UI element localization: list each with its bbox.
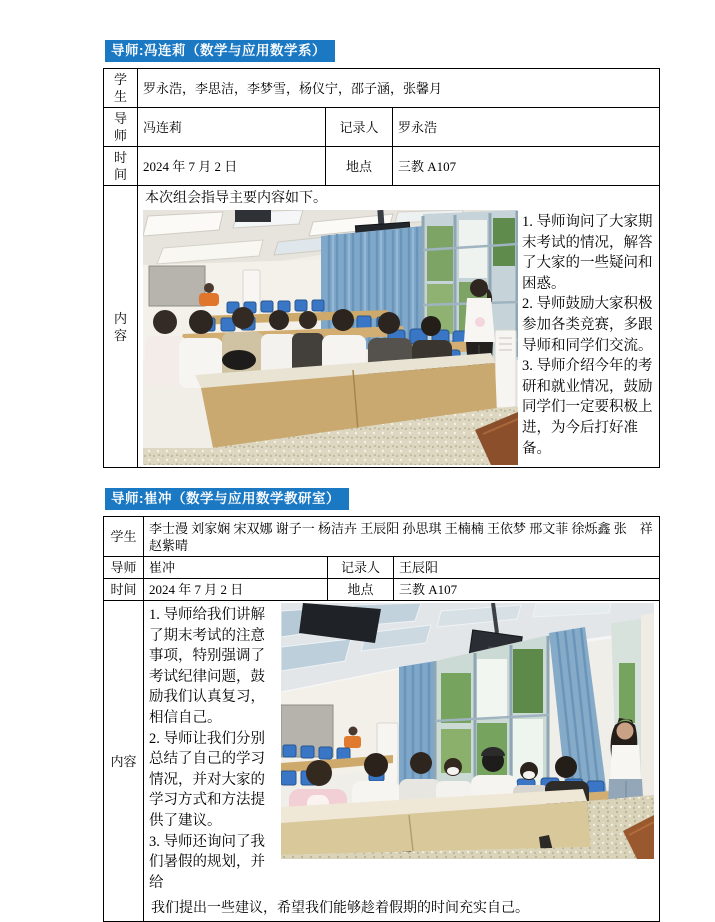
- photo1-projector: [235, 210, 271, 222]
- point-3: 3. 导师还询问了我们暑假的规划，并给: [149, 833, 265, 891]
- meeting-record-section-2: [103, 468, 660, 922]
- tutor-label: 导师: [104, 108, 138, 147]
- place-value: 三教 A107: [394, 579, 660, 601]
- classroom-photo-2: [281, 603, 654, 859]
- place-label: 地点: [326, 147, 393, 186]
- tutor-badge: 导师:崔冲（数学与应用数学教研室）: [105, 488, 349, 510]
- students-value: 李士漫 刘家娴 宋双娜 谢子一 杨洁卉 王辰阳 孙思琪 王楠楠 王依梦 邢文菲 徐烁鑫 张 祥 赵紫晴: [144, 517, 660, 557]
- time-value: 2024 年 7 月 2 日: [138, 147, 326, 186]
- photo1-board: [149, 266, 205, 306]
- meeting-table-2: [103, 516, 660, 922]
- point-1: 1. 导师询问了大家期末考试的情况，解答了大家的一些疑问和困惑。: [522, 214, 653, 292]
- students-value: 罗永浩，李思洁，李梦雪，杨仪宁，邵子涵，张馨月: [138, 69, 660, 108]
- place-value: 三教 A107: [393, 147, 660, 186]
- content-label: 内容: [104, 601, 144, 922]
- content-closing: 我们提出一些建议，希望我们能够趁着假期的时间充实自己。: [151, 901, 529, 917]
- students-label: 学生: [104, 69, 138, 108]
- content-points-1: [522, 210, 654, 459]
- recorder-label: 记录人: [326, 108, 393, 147]
- recorder-label: 记录人: [328, 557, 394, 579]
- tutor-value: 冯连莉: [138, 108, 326, 147]
- meeting-table-1: [103, 68, 660, 468]
- point-2: 2. 导师鼓励大家积极参加各类竞赛，多跟导师和同学们交流。: [522, 296, 653, 354]
- recorder-value: 罗永浩: [393, 108, 660, 147]
- content-intro: 本次组会指导主要内容如下。: [145, 191, 327, 206]
- tutor-badge: 导师:冯连莉（数学与应用数学系）: [105, 40, 335, 62]
- content-cell-1: [138, 186, 660, 468]
- recorder-value: 王辰阳: [394, 557, 660, 579]
- meeting-record-section-1: [103, 40, 660, 468]
- classroom-photo-1: [143, 210, 518, 465]
- time-label: 时间: [104, 579, 144, 601]
- time-value: 2024 年 7 月 2 日: [144, 579, 328, 601]
- point-1: 1. 导师给我们讲解了期末考试的注意事项，特别强调了考试纪律问题，鼓励我们认真复习，相信自己。: [149, 607, 265, 726]
- time-label: 时间: [104, 147, 138, 186]
- point-2: 2. 导师让我们分别总结了自己的学习情况，并对大家的学习方式和方法提供了建议。: [149, 730, 265, 829]
- tutor-value: 崔冲: [144, 557, 328, 579]
- place-label: 地点: [328, 579, 394, 601]
- content-label: 内容: [104, 186, 138, 468]
- point-3: 3. 导师介绍今年的考研和就业情况，鼓励同学们一定要积极上进，为今后打好准备。: [522, 358, 653, 457]
- tutor-label: 导师: [104, 557, 144, 579]
- document-body: [103, 40, 660, 922]
- photo1-ac-right: [495, 330, 516, 408]
- content-points-2: [149, 603, 277, 893]
- students-label: 学生: [104, 517, 144, 557]
- content-cell-2: [144, 601, 660, 922]
